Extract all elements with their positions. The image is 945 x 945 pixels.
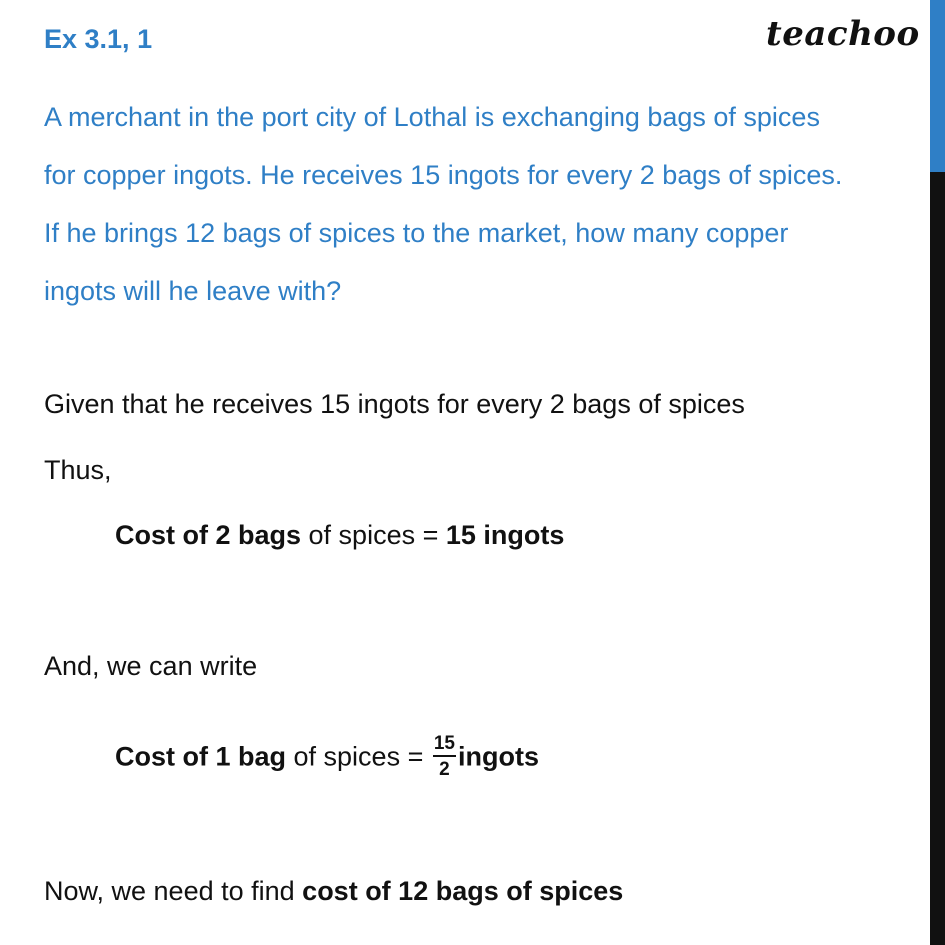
equation-right-term: ingots [457, 741, 539, 772]
question-line: for copper ingots. He receives 15 ingots for every 2 bags of spices. [44, 160, 843, 190]
question-text [44, 88, 914, 320]
now-bold-text: cost of 12 bags of spices [302, 876, 624, 906]
and-write-label: And, we can write [44, 651, 258, 681]
fraction-numerator: 15 [433, 734, 456, 757]
exercise-title: Ex 3.1, 1 [44, 24, 153, 54]
teachoo-logo: teachoo [766, 14, 920, 54]
equation-cost-2-bags [115, 520, 564, 551]
fraction [433, 734, 456, 779]
question-line: ingots will he leave with? [44, 276, 342, 306]
thus-label: Thus, [44, 455, 112, 485]
slide-edge-accent [930, 0, 945, 172]
equation-left-term: Cost of 2 bags [115, 520, 302, 550]
given-statement: Given that he receives 15 ingots for every 2 bags of spices [44, 389, 745, 419]
equation-left-term: Cost of 1 bag [115, 741, 287, 772]
equation-middle: of spices = [286, 741, 431, 772]
equation-middle: of spices = [301, 520, 446, 550]
question-line: If he brings 12 bags of spices to the market, how many copper [44, 218, 789, 248]
question-line: A merchant in the port city of Lothal is exchanging bags of spices [44, 102, 820, 132]
now-plain-text: Now, we need to find [44, 876, 303, 906]
equation-right-term: 15 ingots [445, 520, 565, 550]
equation-cost-1-bag [115, 733, 539, 781]
fraction-denominator: 2 [439, 759, 450, 780]
now-statement [44, 876, 623, 907]
